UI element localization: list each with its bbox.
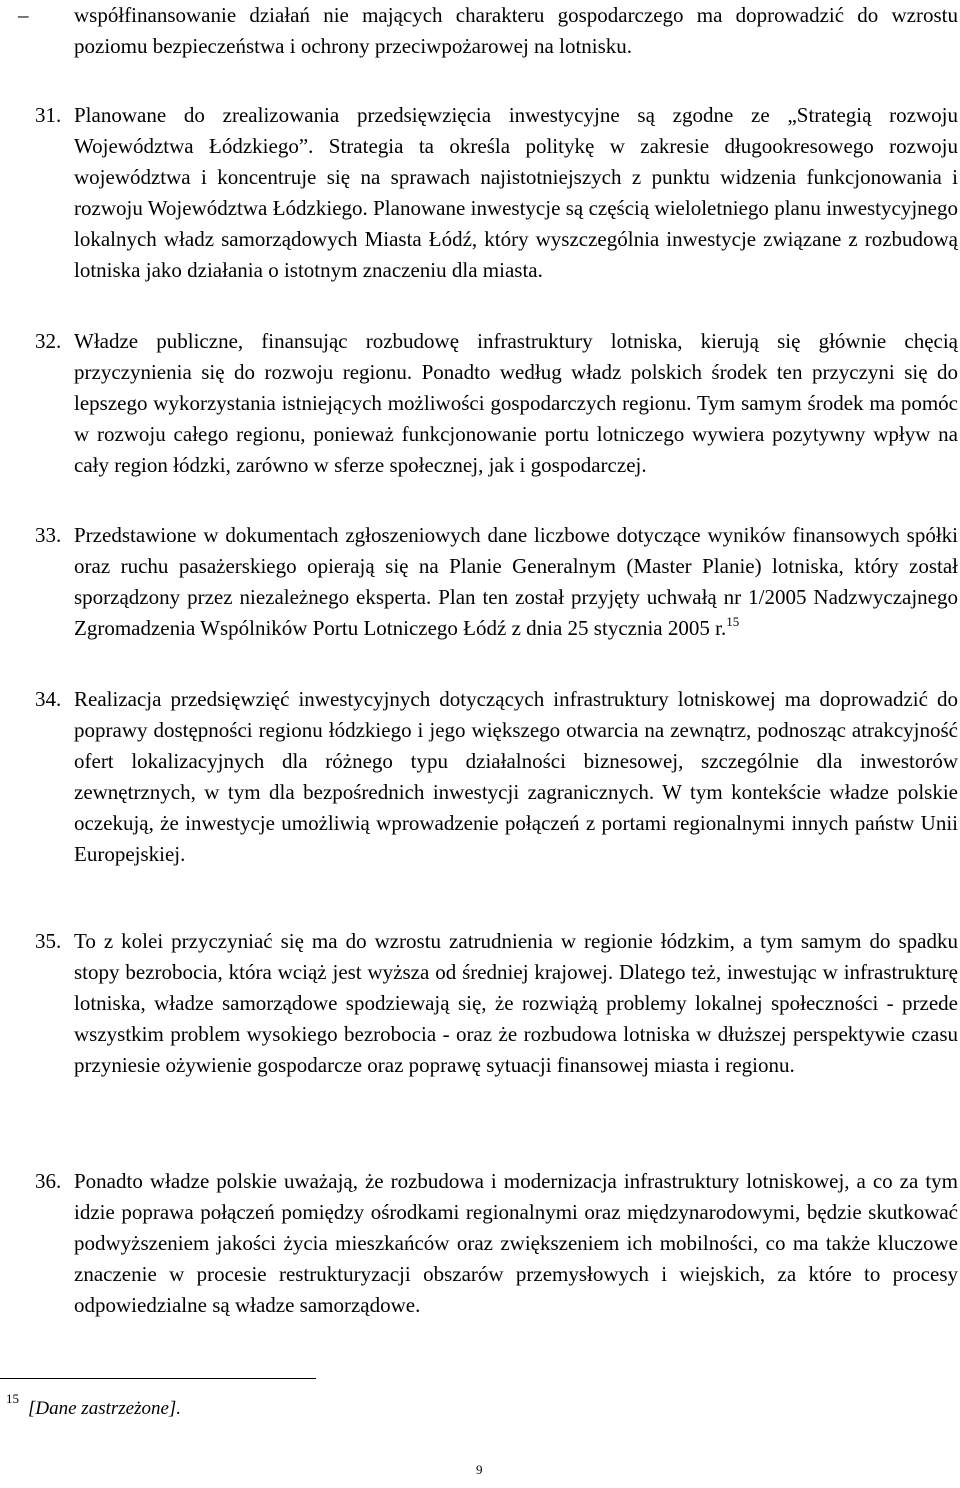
footnote-separator [0,1378,316,1379]
footnote-number: 15 [6,1391,19,1406]
footnote-reference[interactable]: 15 [726,614,740,629]
bullet-paragraph [18,0,958,62]
paragraph-text: Realizacja przedsięwzięć inwestycyjnych dotyczących infrastruktury lotniskowej ma doprowadzić do poprawy dostępności regionu łódzkiego i jego większego otwarcia na zewnątrz, podnosząc atrakcyjność ofert lokalizacyjnych dla różnego typu działalności biznesowej, szczególnie dla inwestorów zewnętrznych, w tym dla bezpośrednich inwestycji zagranicznych. W tym kontekście władze polskie oczekują, że inwestycje umożliwią wprowadzenie połączeń z portami regionalnymi innych państw Unii Europejskiej. [74,687,958,866]
paragraph-31 [35,100,958,286]
paragraph-35 [35,926,958,1081]
paragraph-number: 35. [35,929,62,953]
paragraph-text: Planowane do zrealizowania przedsięwzięcia inwestycyjne są zgodne ze „Strategią rozwoju Województwa Łódzkiego”. Strategia ta określa politykę w zakresie długookresowego rozwoju województwa i koncentruje się na sprawach najistotniejszych z punktu widzenia funkcjonowania i rozwoju Województwa Łódzkiego. Planowane inwestycje są częścią wieloletniego planu inwestycyjnego lokalnych władz samorządowych Miasta Łódź, który wyszczególnia inwestycje związane z rozbudową lotniska jako działania o istotnym znaczeniu dla miasta. [74,103,958,282]
paragraph-text: Przedstawione w dokumentach zgłoszeniowych dane liczbowe dotyczące wyników finansowych spółki oraz ruchu pasażerskiego opierają się na Planie Generalnym (Master Planie) lotniska, który został sporządzony przez niezależnego eksperta. Plan ten został przyjęty uchwałą nr 1/2005 Nadzwyczajnego Zgromadzenia Wspólników Portu Lotniczego Łódź z dnia 25 stycznia 2005 r. [74,523,958,640]
paragraph-number: 34. [35,687,62,711]
paragraph-text: współfinansowanie działań nie mających charakteru gospodarczego ma doprowadzić do wzrostu poziomu bezpieczeństwa i ochrony przeciwpożarowej na lotnisku. [74,3,958,58]
footnote-text: [Dane zastrzeżone]. [28,1398,182,1419]
paragraph-text: Władze publiczne, finansując rozbudowę infrastruktury lotniska, kierują się głównie chęcią przyczynienia się do rozwoju regionu. Ponadto według władz polskich środek ten przyczyni się do lepszego wykorzystania istniejących możliwości gospodarczych regionu. Tym samym środek ma pomóc w rozwoju całego regionu, ponieważ funkcjonowanie portu lotniczego wywiera pozytywny wpływ na cały region łódzki, zarówno w sferze społecznej, jak i gospodarczej. [74,329,958,477]
paragraph-number: 31. [35,103,62,127]
paragraph-33 [35,520,958,644]
page-number: 9 [476,1462,483,1477]
bullet-dash: – [18,3,29,27]
paragraph-number: 32. [35,329,62,353]
paragraph-32 [35,326,958,481]
paragraph-text: Ponadto władze polskie uważają, że rozbudowa i modernizacja infrastruktury lotniskowej, a co za tym idzie poprawa połączeń pomiędzy ośrodkami regionalnymi oraz międzynarodowymi, będzie skutkować podwyższeniem jakości życia mieszkańców oraz zwiększeniem ich mobilności, co ma także kluczowe znaczenie w procesie restrukturyzacji obszarów przemysłowych i wiejskich, za które to procesy odpowiedzialne są władze samorządowe. [74,1169,958,1317]
paragraph-34 [35,684,958,870]
paragraph-number: 33. [35,523,62,547]
paragraph-36 [35,1166,958,1321]
paragraph-text: To z kolei przyczyniać się ma do wzrostu zatrudnienia w regionie łódzkim, a tym samym do spadku stopy bezrobocia, która wciąż jest wyższa od średniej krajowej. Dlatego też, inwestując w infrastrukturę lotniska, władze samorządowe spodziewają się, że rozwiążą problemy lokalnej społeczności - przede wszystkim problem wysokiego bezrobocia - oraz że rozbudowa lotniska w dłuższej perspektywie czasu przyniesie ożywienie gospodarcze oraz poprawę sytuacji finansowej miasta i regionu. [74,929,958,1077]
paragraph-number: 36. [35,1169,62,1193]
